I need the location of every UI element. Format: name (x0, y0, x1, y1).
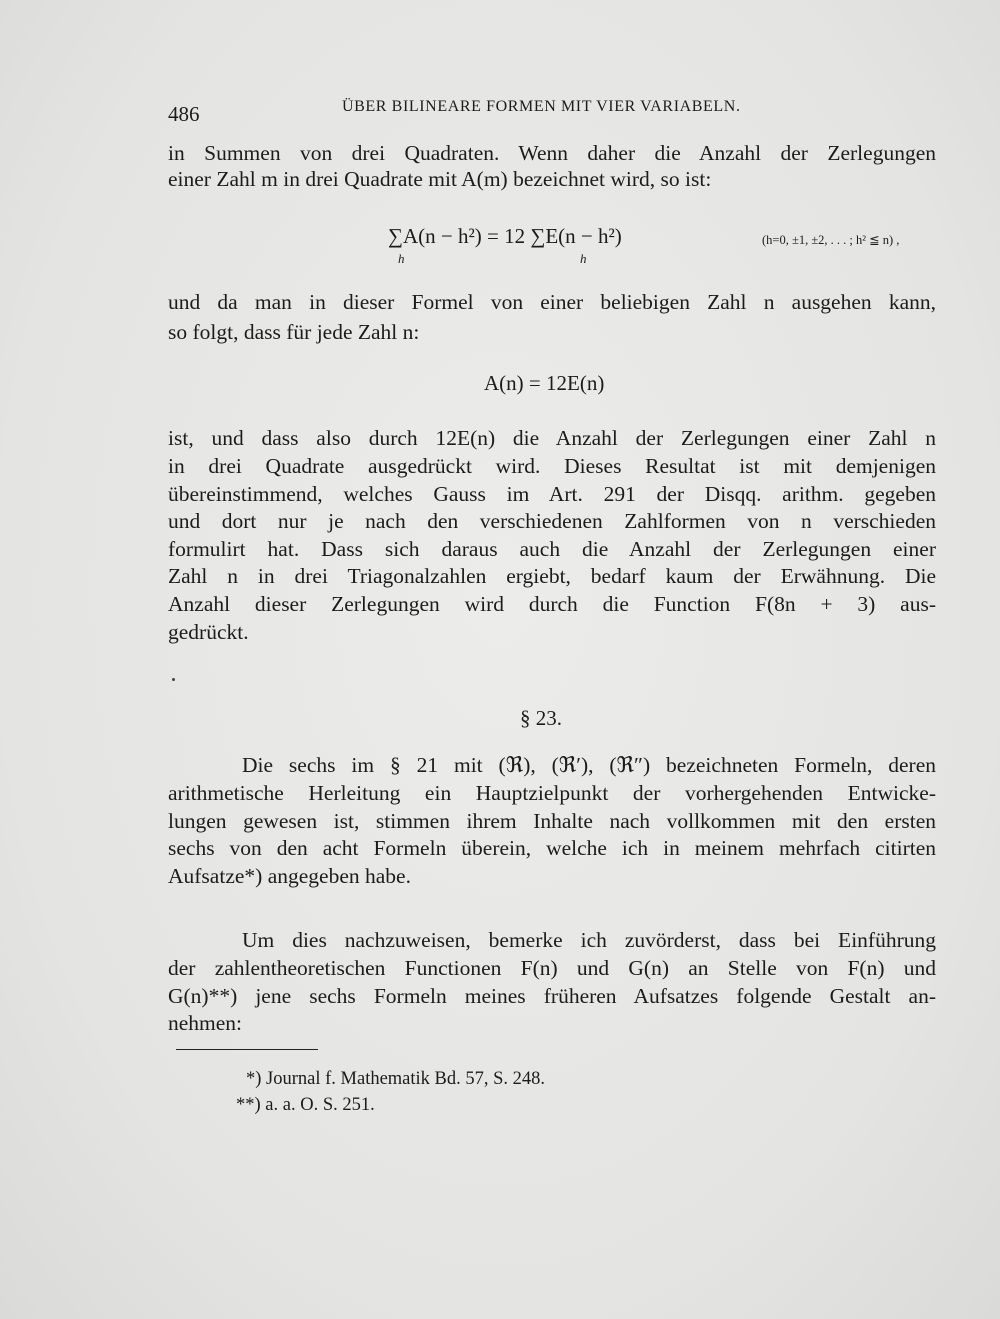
p3-line-4: und dort nur je nach den verschiedenen Zahlformen von n verschieden (168, 509, 936, 533)
running-title: ÜBER BILINEARE FORMEN MIT VIER VARIABELN. (342, 98, 741, 115)
p3-line-3: übereinstimmend, welches Gauss im Art. 291 der Disqq. arithm. gegeben (168, 482, 936, 506)
p3-line-1: ist, und dass also durch 12E(n) die Anzahl der Zerlegungen einer Zahl n (168, 426, 936, 450)
formula-sum-index-right: h (580, 251, 587, 266)
p3-line-6: Zahl n in drei Triagonalzahlen ergiebt, bedarf kaum der Erwähnung. Die (168, 564, 936, 588)
p4-line-4: sechs von den acht Formeln überein, welche ich in meinem mehrfach citirten (168, 836, 936, 860)
section-heading: § 23. (520, 706, 562, 730)
p5-line-1: Um dies nachzuweisen, bemerke ich zuvörderst, dass bei Einführung (242, 928, 936, 952)
formula-sum: ∑A(n − h²) = 12 ∑E(n − h²) (388, 224, 622, 248)
p4-line-5: Aufsatze*) angegeben habe. (168, 864, 411, 888)
print-speck (172, 678, 175, 681)
p4-line-2: arithmetische Herleitung ein Hauptzielpunkt der vorhergehenden Entwicke- (168, 781, 936, 805)
p3-line-8: gedrückt. (168, 620, 249, 644)
formula-condition: (h=0, ±1, ±2, . . . ; h² ≦ n) , (762, 233, 900, 247)
footnote-rule (176, 1049, 318, 1050)
p1-line-2: einer Zahl m in drei Quadrate mit A(m) bezeichnet wird, so ist: (168, 167, 712, 191)
p3-line-7: Anzahl dieser Zerlegungen wird durch die Function F(8n + 3) aus- (168, 592, 936, 616)
formula-sum-index-left: h (398, 251, 405, 266)
p2-line-2: so folgt, dass für jede Zahl n: (168, 320, 420, 344)
footnote-1: *) Journal f. Mathematik Bd. 57, S. 248. (246, 1069, 546, 1089)
p1-line-1: in Summen von drei Quadraten. Wenn daher die Anzahl der Zerlegungen (168, 141, 936, 165)
p3-line-2: in drei Quadrate ausgedrückt wird. Dieses Resultat ist mit demjenigen (168, 454, 936, 478)
formula-equation: A(n) = 12E(n) (484, 371, 605, 395)
p4-line-3: lungen gewesen ist, stimmen ihrem Inhalte nach vollkommen mit den ersten (168, 809, 936, 833)
p2-line-1: und da man in dieser Formel von einer beliebigen Zahl n ausgehen kann, (168, 290, 936, 314)
page-number: 486 (168, 102, 200, 126)
p5-line-4: nehmen: (168, 1011, 243, 1035)
footnote-2: **) a. a. O. S. 251. (236, 1095, 375, 1115)
p5-line-3: G(n)**) jene sechs Formeln meines früheren Aufsatzes folgende Gestalt an- (168, 984, 936, 1008)
p4-line-1: Die sechs im § 21 mit (ℜ), (ℜ′), (ℜ″) bezeichneten Formeln, deren (242, 753, 936, 777)
p5-line-2: der zahlentheoretischen Functionen F(n) und G(n) an Stelle von F(n) und (168, 956, 936, 980)
page-header (168, 98, 936, 128)
p3-line-5: formulirt hat. Dass sich daraus auch die Anzahl der Zerlegungen einer (168, 537, 936, 561)
